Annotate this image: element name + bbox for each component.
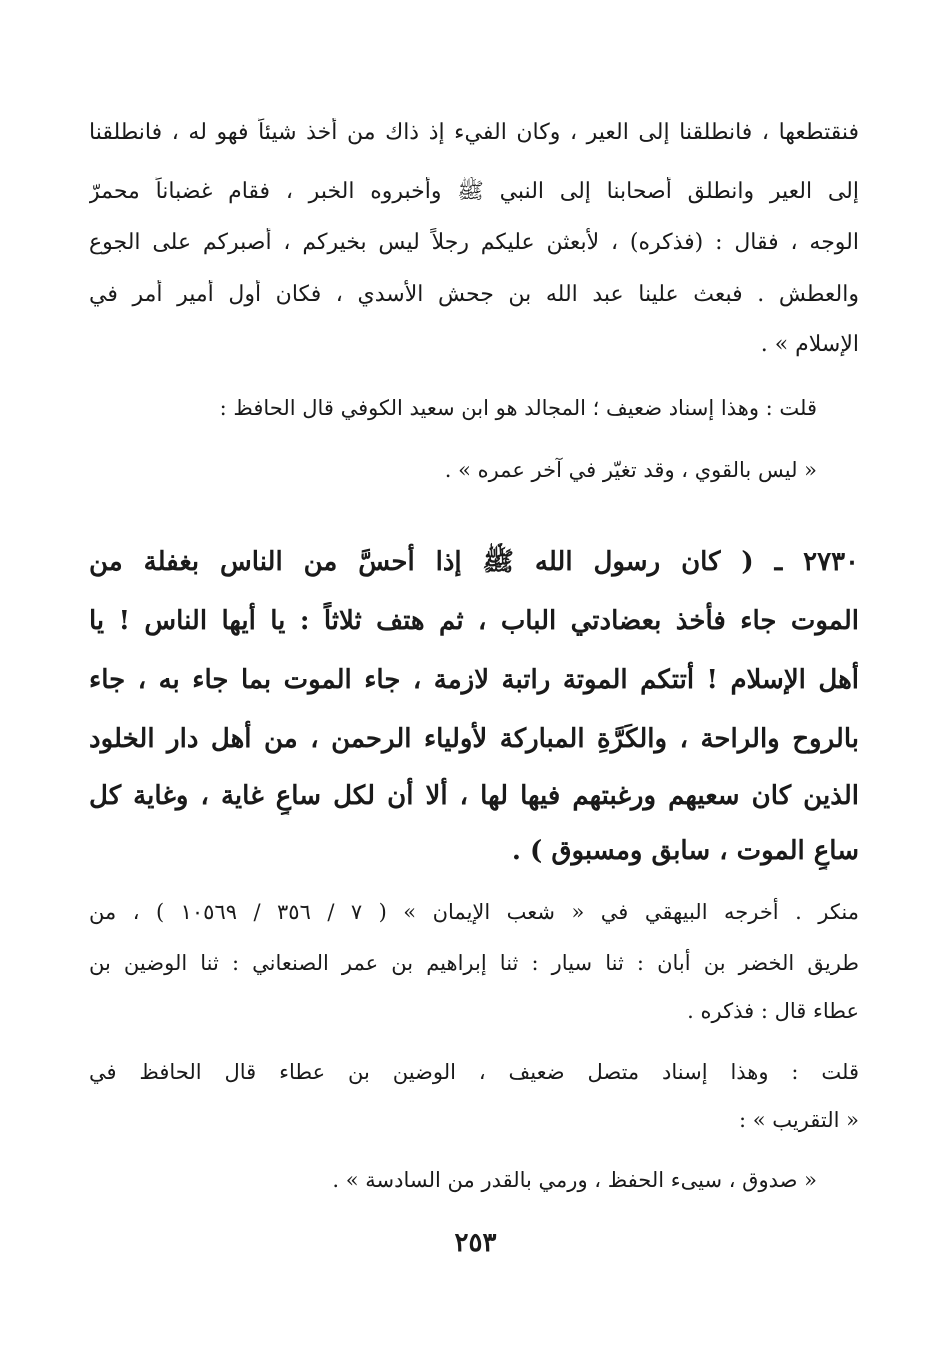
- text-line: « صدوق ، سيىء الحفظ ، ورمي بالقدر من السادسة » .: [332, 1168, 817, 1192]
- text-line: بالروح والراحة ، والكَرَّةِ المباركة لأولياء الرحمن ، من أهل دار الخلود: [89, 724, 859, 754]
- text-line: عطاء قال : فذكره .: [687, 999, 859, 1023]
- text-line: قلت : وهذا إسناد ضعيف ؛ المجالد هو ابن سعيد الكوفي قال الحافظ :: [219, 396, 817, 420]
- text-line: قلت : وهذا إسناد متصل ضعيف ، الوضين بن عطاء قال الحافظ في: [89, 1060, 859, 1084]
- text-line: الإسلام » .: [760, 332, 859, 357]
- text-line: « التقريب » :: [738, 1108, 859, 1132]
- text-line: طريق الخضر بن أبان : ثنا سيار : ثنا إبراهيم بن عمر الصنعاني : ثنا الوضين بن: [89, 951, 859, 975]
- text-line: أهل الإسلام ! أتتكم الموتة راتبة لازمة ، جاء الموت بما جاء به ، جاء: [89, 665, 859, 695]
- text-line: إلى العير وانطلق أصحابنا إلى النبي ﷺ وأخبروه الخبر ، فقام غضباناً محمرّ: [89, 179, 859, 204]
- text-line: منكر . أخرجه البيهقي في « شعب الإيمان » ( ٧ / ٣٥٦ / ١٠٥٦٩ ) ، من: [89, 900, 859, 924]
- text-line: ساعٍ الموت ، سابق ومسبوق ) .: [511, 836, 859, 866]
- text-line: الموت جاء فأخذ بعضادتي الباب ، ثم هتف ثلاثاً : يا أيها الناس ! يا: [89, 606, 859, 636]
- page-number: ٢٥٣: [454, 1228, 497, 1258]
- text-line: « ليس بالقوي ، وقد تغيّر في آخر عمره » .: [444, 458, 817, 482]
- text-line: الذين كان سعيهم ورغبتهم فيها لها ، ألا أن لكل ساعٍ غاية ، وغاية كل: [89, 781, 859, 811]
- text-line: فنقتطعها ، فانطلقنا إلى العير ، وكان الفيء إذ ذاك من أخذ شيئاً فهو له ، فانطلقنا: [89, 120, 859, 145]
- text-line: والعطش . فبعث علينا عبد الله بن جحش الأسدي ، فكان أول أمير أمر في: [89, 282, 859, 307]
- text-line: الوجه ، فقال : (فذكره) ، لأبعثن عليكم رجلاً ليس بخيركم ، أصبركم على الجوع: [89, 230, 859, 255]
- text-line: ٢٧٣٠ ـ ( كان رسول الله ﷺ إذا أحسَّ من الناس بغفلة من: [89, 547, 859, 577]
